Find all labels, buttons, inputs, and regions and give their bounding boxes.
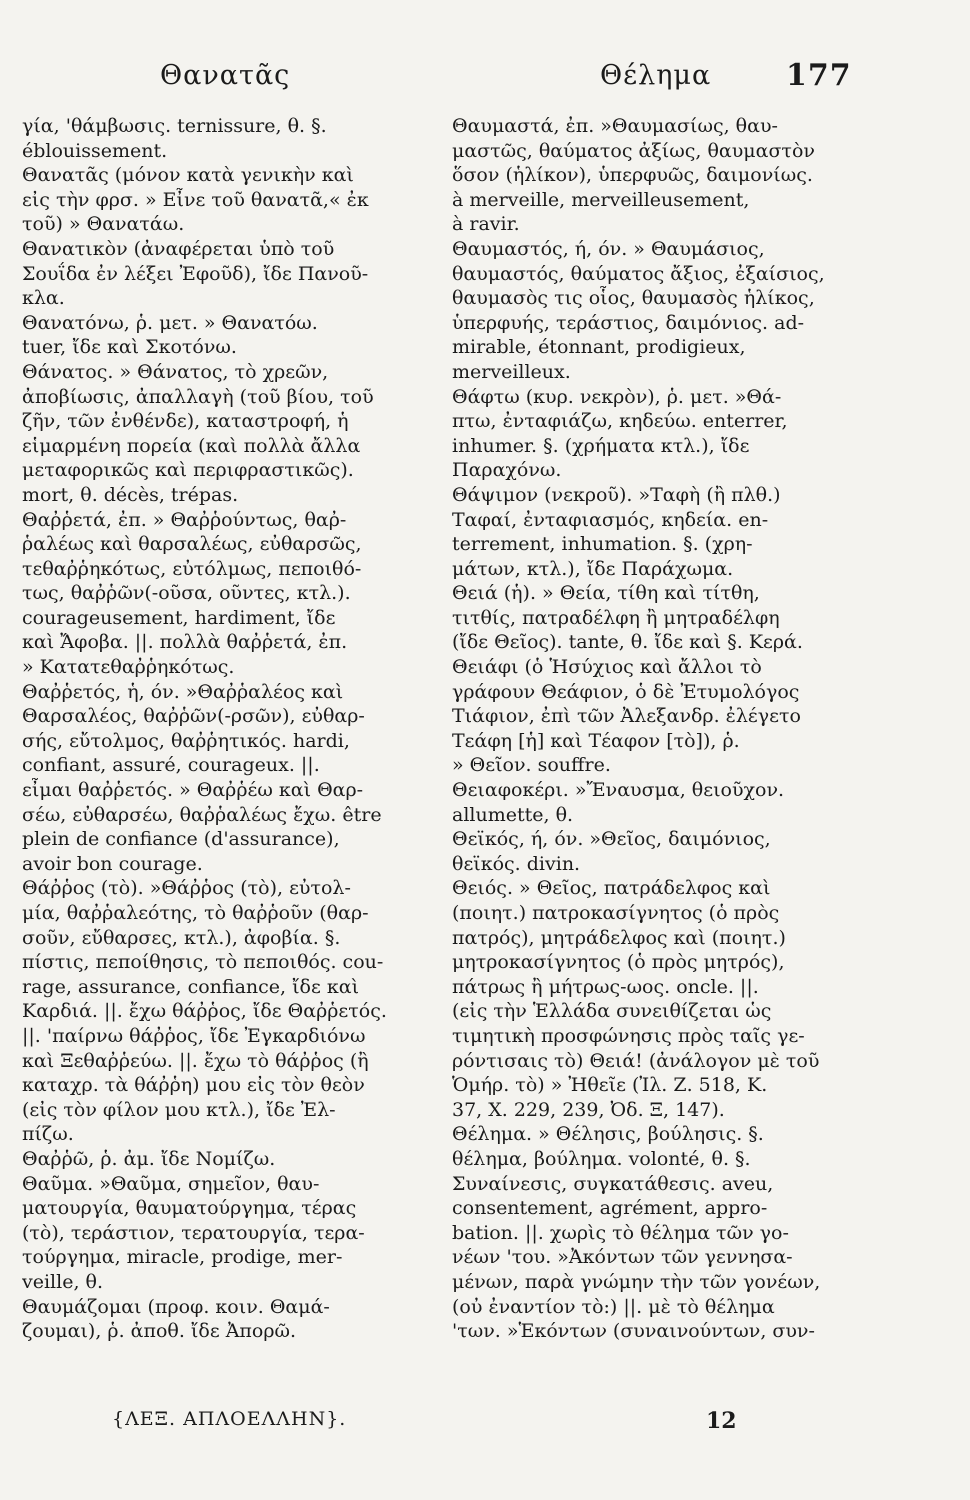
- text-line: πάτρως ἢ μήτρως-ωος. oncle. ||.: [452, 975, 759, 998]
- text-line: τως, θαῤῥῶν(-οῦσα, οῦντες, κτλ.).: [22, 582, 351, 605]
- text-line: tuer, ἴδε καὶ Σκοτόνω.: [22, 336, 237, 359]
- text-line: Σουΐδα ἐν λέξει Ἐφοῦδ), ἴδε Πανοῦ-: [22, 262, 369, 285]
- text-line: (ποιητ.) πατροκασίγνητος (ὁ πρὸς: [452, 902, 780, 924]
- text-line: Θειός. » Θεῖος, πατράδελφος καὶ: [452, 877, 771, 900]
- text-line: ματουργία, θαυματούργημα, τέρας: [22, 1197, 357, 1220]
- signature-number: 12: [706, 1408, 737, 1434]
- text-line: 'των. »Ἑκόντων (συναινούντων, συν-: [452, 1320, 815, 1343]
- text-line: τιμητικὴ προσφώνησις πρὸς ταῖς γε-: [452, 1024, 805, 1047]
- text-line: Θάῤῥος (τὸ). »Θάῤῥος (τὸ), εὐτολ-: [22, 877, 351, 900]
- text-line: rage, assurance, confiance, ἴδε καὶ: [22, 975, 360, 998]
- text-line: Ὁμήρ. τὸ) » Ἠθεῖε (Ἰλ. Ζ. 518, Κ.: [452, 1074, 768, 1097]
- text-line: mirable, étonnant, prodigieux,: [452, 336, 746, 359]
- text-line: Παραχόνω.: [452, 459, 562, 482]
- text-line: Θαῤῥετός, ἡ, όν. »Θαῤῥαλέος καὶ: [22, 680, 344, 703]
- text-line: γράφουν Θεάφιον, ὁ δὲ Ἐτυμολόγος: [452, 680, 800, 703]
- text-line: Τεάφη [ἡ] καὶ Τέαφον [τὸ]), ῥ.: [452, 729, 740, 752]
- text-line: εἱμαρμένη πορεία (καὶ πολλὰ ἄλλα: [22, 434, 361, 457]
- text-line: Θέλημα. » Θέλησις, βούλησις. §.: [452, 1123, 764, 1146]
- text-line: ζῆν, τῶν ἐνθένδε), καταστροφή, ἡ: [22, 410, 349, 433]
- text-line: Ταφαί, ἐνταφιασμός, κηδεία. en-: [452, 508, 769, 531]
- text-line: πτω, ἐνταφιάζω, κηδεύω. enterrer,: [452, 410, 788, 433]
- text-line: éblouissement.: [22, 139, 168, 162]
- text-line: σέω, εὐθαρσέω, θαῤῥαλέως ἔχω. être: [22, 803, 382, 826]
- text-line: Θανατικὸν (ἀναφέρεται ὑπὸ τοῦ: [22, 237, 335, 260]
- text-line: plein de confiance (d'assurance),: [22, 828, 340, 851]
- text-line: τοῦ) » Θανατάω.: [22, 213, 185, 236]
- text-line: Θειά (ἡ). » Θεία, τίθη καὶ τίτθη,: [452, 582, 760, 605]
- right-column: [452, 114, 848, 1344]
- text-line: ||. 'παίρνω θάῤῥος, ἴδε Ἐγκαρδιόνω: [22, 1024, 366, 1047]
- text-line: μία, θαῤῥαλεότης, τὸ θαῤῥοῦν (θαρ-: [22, 902, 369, 924]
- text-line: τιτθίς, πατραδέλφη ἢ μητραδέλφη: [452, 606, 780, 629]
- text-line: καὶ Ξεθαῤῥεύω. ||. ἔχω τὸ θάῤῥος (ἢ: [22, 1049, 369, 1072]
- text-line: Θαῤῥῶ, ῥ. ἀμ. ἴδε Νομίζω.: [22, 1147, 276, 1170]
- text-line: Θαῦμα. »Θαῦμα, σημεῖον, θαυ-: [22, 1172, 320, 1195]
- text-line: νέων 'του. »Ἀκόντων τῶν γεννησα-: [452, 1246, 793, 1269]
- text-line: πατρός), μητράδελφος καὶ (ποιητ.): [452, 926, 786, 949]
- left-column: [22, 114, 434, 1344]
- text-line: γία, 'θάμβωσις. ternissure, θ. §.: [22, 115, 327, 137]
- text-line: (ἴδε Θεῖος). tante, θ. ἴδε καὶ §. Κερά.: [452, 631, 803, 654]
- text-line: 37, Χ. 229, 239, Ὀδ. Ξ, 147).: [452, 1098, 725, 1121]
- text-line: mort, θ. décès, trépas.: [22, 483, 239, 506]
- text-line: καταχρ. τὰ θάῤῥη) μου εἰς τὸν θεὸν: [22, 1074, 365, 1097]
- text-line: courageusement, hardiment, ἴδε: [22, 606, 336, 629]
- text-line: (εἰς τὸν φίλον μου κτλ.), ἴδε Ἐλ-: [22, 1098, 336, 1121]
- text-line: Θάνατος. » Θάνατος, τὸ χρεῶν,: [22, 360, 329, 383]
- text-line: τούργημα, miracle, prodige, mer-: [22, 1246, 343, 1269]
- text-line: καὶ Ἄφοβα. ||. πολλὰ θαῤῥετά, ἐπ.: [22, 631, 348, 654]
- text-line: πίζω.: [22, 1123, 74, 1146]
- text-line: μένων, παρὰ γνώμην τὴν τῶν γονέων,: [452, 1270, 821, 1293]
- text-line: εἶμαι θαῤῥετός. » Θαῤῥέω καὶ Θαρ-: [22, 779, 364, 802]
- text-line: Θανατόνω, ῥ. μετ. » Θανατόω.: [22, 311, 318, 334]
- text-line: εἰς τὴν φρσ. » Εἶνε τοῦ θανατᾶ,« ἐκ: [22, 188, 369, 211]
- text-line: ζουμαι), ῥ. ἀποθ. ἴδε Ἀπορῶ.: [22, 1320, 297, 1343]
- text-line: Θειαφοκέρι. »Ἔναυσμα, θειοῦχον.: [452, 779, 785, 802]
- text-line: θαυμαστός, θαύματος ἄξιος, ἐξαίσιος,: [452, 262, 825, 285]
- text-line: Θάφτω (κυρ. νεκρὸν), ῥ. μετ. »Θά-: [452, 385, 782, 408]
- text-line: τεθαῤῥηκότως, εὐτόλμως, πεποιθό-: [22, 557, 362, 580]
- text-line: (οὐ ἐναντίον τὸ:) ||. μὲ τὸ θέλημα: [452, 1295, 775, 1318]
- text-line: θαυμασὸς τις οἷος, θαυμασὸς ἡλίκος,: [452, 287, 815, 310]
- text-line: Θαυμαστά, ἐπ. »Θαυμασίως, θαυ-: [452, 115, 778, 137]
- text-line: merveilleux.: [452, 360, 571, 383]
- text-line: à ravir.: [452, 213, 520, 236]
- text-line: θεϊκός. divin.: [452, 852, 581, 875]
- text-line: Θαρσαλέος, θαῤῥῶν(-ρσῶν), εὐθαρ-: [22, 705, 365, 728]
- text-line: ρόντισαις τὸ) Θειά! (ἀνάλογον μὲ τοῦ: [452, 1049, 820, 1072]
- text-line: μεταφορικῶς καὶ περιφραστικῶς).: [22, 459, 354, 482]
- text-line: consentement, agrément, appro-: [452, 1197, 768, 1220]
- text-line: ἀποβίωσις, ἀπαλλαγὴ (τοῦ βίου, τοῦ: [22, 385, 374, 408]
- text-line: Θεϊκός, ή, όν. »Θεῖος, δαιμόνιος,: [452, 828, 771, 851]
- text-line: Θάψιμον (νεκροῦ). »Ταφὴ (ἢ πλθ.): [452, 483, 781, 506]
- text-line: (εἰς τὴν Ἑλλάδα συνειθίζεται ὡς: [452, 1000, 772, 1023]
- text-line: Θαυμαστός, ή, όν. » Θαυμάσιος,: [452, 237, 765, 260]
- text-line: μαστῶς, θαύματος ἀξίως, θαυμαστὸν: [452, 139, 815, 162]
- text-line: Συναίνεσις, συγκατάθεσις. aveu,: [452, 1172, 774, 1195]
- text-line: avoir bon courage.: [22, 852, 203, 875]
- page-number: 177: [786, 58, 852, 93]
- running-head-left: Θανατᾶς: [160, 60, 291, 91]
- text-line: à merveille, merveilleusement,: [452, 188, 750, 211]
- text-line: » Θεῖον. souffre.: [452, 754, 611, 777]
- text-line: (τὸ), τεράστιον, τερατουργία, τερα-: [22, 1221, 365, 1244]
- text-line: terrement, inhumation. §. (χρη-: [452, 533, 753, 556]
- text-line: Θειάφι (ὁ Ἡσύχιος καὶ ἄλλοι τὸ: [452, 656, 762, 679]
- text-line: allumette, θ.: [452, 803, 574, 826]
- text-line: πίστις, πεποίθησις, τὸ πεποιθός. cou-: [22, 951, 384, 974]
- text-line: » Κατατεθαῤῥηκότως.: [22, 656, 235, 679]
- text-line: ὅσον (ἡλίκον), ὑπερφυῶς, δαιμονίως.: [452, 164, 813, 187]
- text-line: inhumer. §. (χρήματα κτλ.), ἴδε: [452, 434, 750, 457]
- text-line: ὑπερφυής, τεράστιος, δαιμόνιος. ad-: [452, 311, 805, 334]
- running-head-right: Θέλημα: [600, 60, 712, 91]
- text-line: Θαυμάζομαι (προφ. κοιν. Θαμά-: [22, 1295, 330, 1318]
- text-line: confiant, assuré, courageux. ||.: [22, 754, 320, 777]
- text-line: Τιάφιον, ἐπὶ τῶν Ἀλεξανδρ. ἐλέγετο: [452, 705, 801, 728]
- text-line: μάτων, κτλ.), ἴδε Παράχωμα.: [452, 557, 734, 580]
- text-line: bation. ||. χωρὶς τὸ θέλημα τῶν γο-: [452, 1221, 789, 1244]
- text-line: Καρδιά. ||. ἔχω θάῤῥος, ἴδε Θαῤῥετός.: [22, 1000, 387, 1023]
- text-line: θέλημα, βούλημα. volonté, θ. §.: [452, 1147, 751, 1170]
- text-line: Θαῤῥετά, ἐπ. » Θαῤῥούντως, θαῤ-: [22, 508, 347, 531]
- text-line: κλα.: [22, 287, 65, 310]
- signature-mark: {ΛΕΞ. ΑΠΛΟΕΛΛΗΝ}.: [112, 1408, 347, 1430]
- text-line: σής, εὔτολμος, θαῤῥητικός. hardi,: [22, 729, 350, 752]
- text-line: Θανατᾶς (μόνον κατὰ γενικὴν καὶ: [22, 164, 354, 187]
- text-line: veille, θ.: [22, 1270, 104, 1293]
- text-line: σοῦν, εὔθαρσες, κτλ.), ἀφοβία. §.: [22, 926, 341, 949]
- column-gutter: [436, 110, 437, 1400]
- text-line: ῥαλέως καὶ θαρσαλέως, εὐθαρσῶς,: [22, 533, 362, 556]
- text-line: μητροκασίγνητος (ὁ πρὸς μητρός),: [452, 951, 785, 974]
